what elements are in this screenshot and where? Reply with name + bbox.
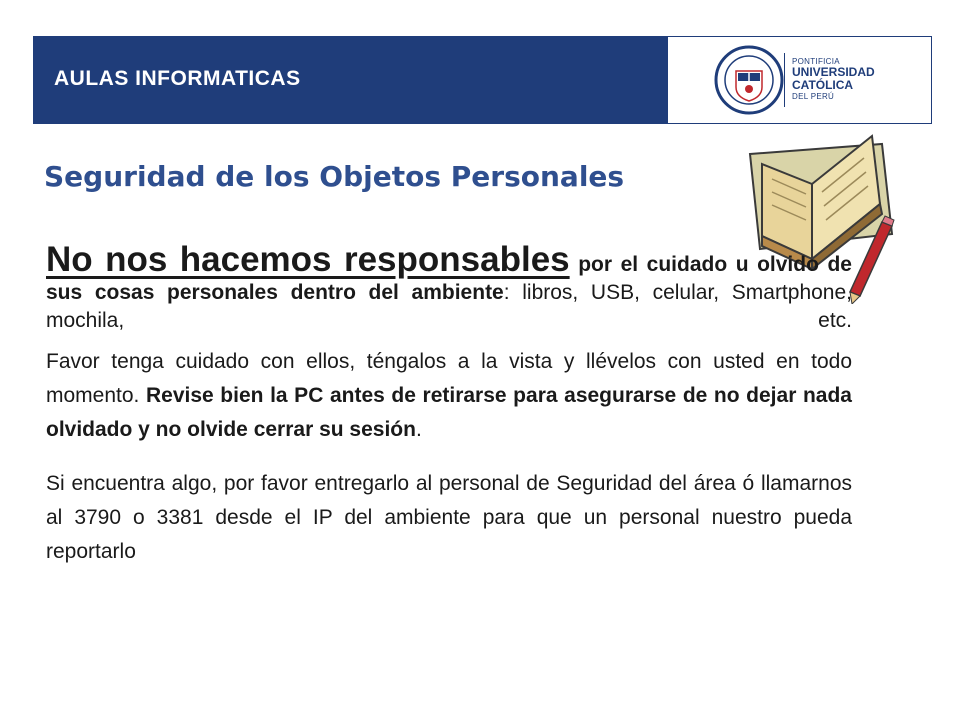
university-seal-icon [714,43,784,117]
university-logo [714,43,914,117]
header-band [34,37,668,123]
logo-line-2: UNIVERSIDAD [792,65,875,79]
logo-line-1: PONTIFICIA [792,57,840,66]
logo-line-3: CATÓLICA [792,78,854,92]
care-end: . [415,418,422,441]
header-bar [33,36,932,124]
logo-text [792,57,875,101]
notice-items: : libros, USB, celular, Smartphone, mochila, etc. [46,281,852,332]
notice-lead: No nos hacemos responsables [46,240,570,279]
notice-paragraph [46,240,852,335]
care-text-bold: Revise bien la PC antes de retirarse para asegurarse de no dejar nada olvidado y no olvide cerrar su sesión [46,384,852,441]
section-title: Seguridad de los Objetos Personales [44,160,625,193]
care-paragraph [46,345,852,447]
found-paragraph: Si encuentra algo, por favor entregarlo al personal de Seguridad del área ó llamarnos al 3790 o 3381 desde el IP del ambiente para que un personal nuestro pueda reportarlo [46,472,852,563]
logo-separator [784,53,785,107]
notice-lead-rest: por el cuidado u olvido de sus cosas personales dentro del ambiente [46,253,852,304]
logo-line-4: DEL PERÚ [792,92,835,101]
care-text: Favor tenga cuidado con ellos, téngalos a la vista y llévelos con usted en todo momento. [46,350,852,407]
notice-content [46,240,852,569]
header-title: AULAS INFORMATICAS [54,67,301,90]
